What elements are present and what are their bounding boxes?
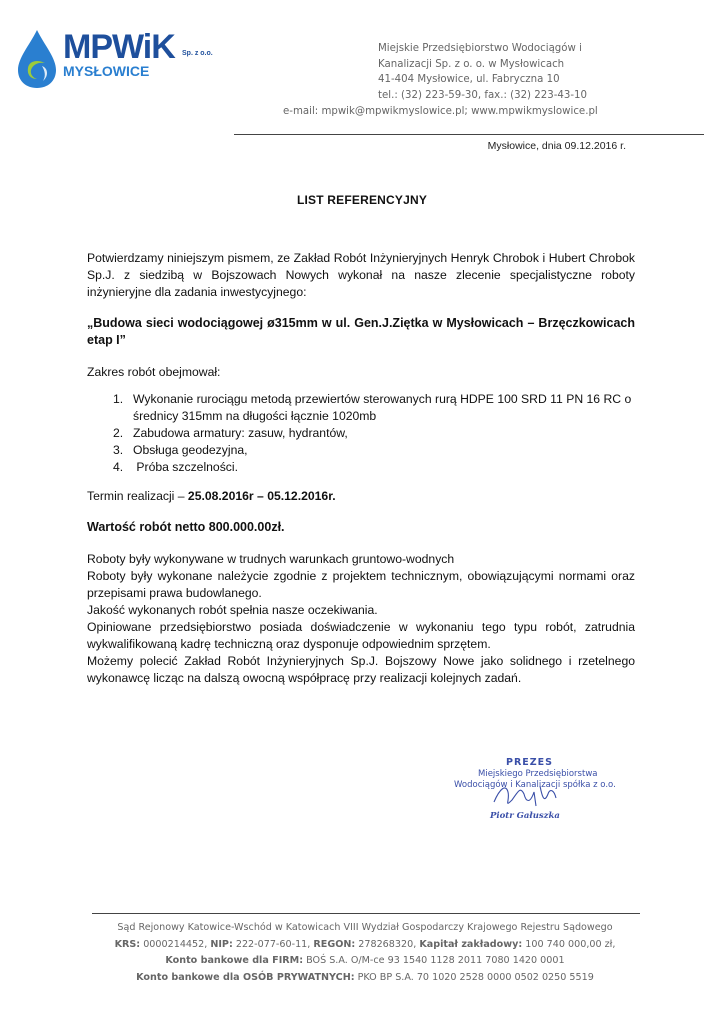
krs-value: 0000214452, [140, 938, 211, 950]
scope-item-number: 4. [113, 460, 124, 474]
scope-item-text: Wykonanie rurociągu metodą przewiertów sterowanych rurą HDPE 100 SRD 11 PN 16 RC o średnicy 315mm na długości łącznie 1020mb [133, 392, 632, 423]
evaluation-line: Opiniowane przedsiębiorstwo posiada doświadczenie w wykonaniu tego typu robót, zatrudnia wykwalifikowaną kadrę techniczną oraz dysponuje odpowiednim sprzętem. [87, 620, 635, 651]
evaluation-line: Możemy polecić Zakład Robót Inżynieryjnych Sp.J. Bojszowy Nowe jako solidnego i rzetelnego wykonawcę licząc na dalszą owocną współpracę przy realizacji kolejnych zadań. [87, 654, 635, 685]
scope-item [87, 425, 635, 442]
completion-term [87, 489, 336, 503]
company-phone-line: tel.: (32) 223-59-30, fax.: (32) 223-43-10 [378, 89, 587, 101]
scope-item [87, 391, 635, 425]
evaluation-line: Jakość wykonanych robót spełnia nasze oczekiwania. [87, 603, 378, 617]
evaluation-paragraphs [87, 551, 635, 687]
evaluation-line: Roboty były wykonywane w trudnych warunkach gruntowo-wodnych [87, 552, 455, 566]
company-logo [15, 22, 230, 102]
stamp-name: Piotr Gałuszka [490, 811, 560, 821]
private-account-value: PKO BP S.A. 70 1020 2528 0000 0502 0250 5519 [354, 971, 594, 983]
firm-account-line [80, 953, 650, 970]
project-name: „Budowa sieci wodociągowej ø315mm w ul. Gen.J.Ziętka w Mysłowicach – Brzęczkowicach etap I” [87, 316, 635, 347]
scope-item-text: Obsługa geodezyjna, [133, 443, 248, 457]
term-label: Termin realizacji – [87, 489, 188, 503]
company-contact: e-mail: mpwik@mpwikmyslowice.pl; www.mpwikmyslowice.pl [283, 106, 598, 117]
company-address [378, 41, 718, 103]
net-value: Wartość robót netto 800.000.00zł. [87, 520, 285, 534]
letter-title: LIST REFERENCYJNY [296, 193, 428, 207]
regon-label: REGON: [313, 938, 356, 950]
private-account-line [80, 970, 650, 987]
scope-item [87, 459, 635, 476]
logo-city: MYSŁOWICE [63, 63, 150, 79]
evaluation-line: Roboty były wykonane należycie zgodnie z projektem technicznym, obowiązującymi normami oraz przepisami prawa budowlanego. [87, 569, 635, 600]
court-registry-line: Sąd Rejonowy Katowice-Wschód w Katowicach VIII Wydział Gospodarczy Krajowego Rejestru Sądowego [117, 922, 613, 933]
company-name-line2: Kanalizacji Sp. z o. o. w Mysłowicach [378, 58, 565, 70]
term-dates: 25.08.2016r – 05.12.2016r. [187, 489, 336, 503]
stamp-line1: Miejskiego Przedsiębiorstwa [478, 769, 598, 779]
scope-item-number: 2. [113, 426, 124, 440]
company-address-line: 41-404 Mysłowice, ul. Fabryczna 10 [378, 74, 560, 85]
scope-item-text: Zabudowa armatury: zasuw, hydrantów, [133, 426, 348, 440]
stamp-line2: Wodociągów i Kanalizacji spółka z o.o. [454, 780, 616, 790]
scope-item-number: 3. [113, 443, 124, 457]
scope-label: Zakres robót obejmował: [87, 365, 221, 379]
firm-account-value: BOŚ S.A. O/M-ce 93 1540 1128 2011 7080 1420 0001 [303, 955, 565, 966]
stamp-role: PREZES [506, 757, 553, 768]
nip-label: NIP: [210, 938, 233, 950]
capital-value: 100 740 000,00 zł, [522, 938, 616, 950]
header-divider [234, 134, 704, 135]
firm-account-label: Konto bankowe dla FIRM: [165, 955, 304, 966]
scope-item [87, 442, 635, 459]
scope-item-text: Próba szczelności. [133, 460, 238, 474]
krs-label: KRS: [114, 938, 141, 950]
water-drop-icon [15, 28, 59, 90]
capital-label: Kapitał zakładowy: [419, 938, 523, 950]
scope-list [87, 391, 635, 476]
logo-legal-form: Sp. z o.o. [182, 50, 213, 57]
private-account-label: Konto bankowe dla OSÓB PRYWATNYCH: [136, 971, 355, 983]
registry-footer [80, 920, 650, 986]
nip-value: 222-077-60-11, [232, 938, 314, 950]
handwritten-signature [490, 778, 570, 812]
scope-item-number: 1. [113, 392, 124, 406]
logo-brand: MPWiK [63, 28, 175, 66]
company-name-line1: Miejskie Przedsiębiorstwo Wodociągów i [378, 43, 582, 54]
regon-value: 278268320, [355, 938, 420, 950]
registration-numbers-line [80, 937, 650, 954]
footer-divider [92, 913, 640, 914]
letter-date: Mysłowice, dnia 09.12.2016 r. [487, 140, 626, 152]
intro-paragraph: Potwierdzamy niniejszym pismem, ze Zakład Robót Inżynieryjnych Henryk Chrobok i Hubert Chrobok Sp.J. z siedzibą w Bojszowach Nowych wykonał na nasze zlecenie specjalistyczne roboty inżynieryjne dla zadania inwestycyjnego: [87, 251, 635, 299]
